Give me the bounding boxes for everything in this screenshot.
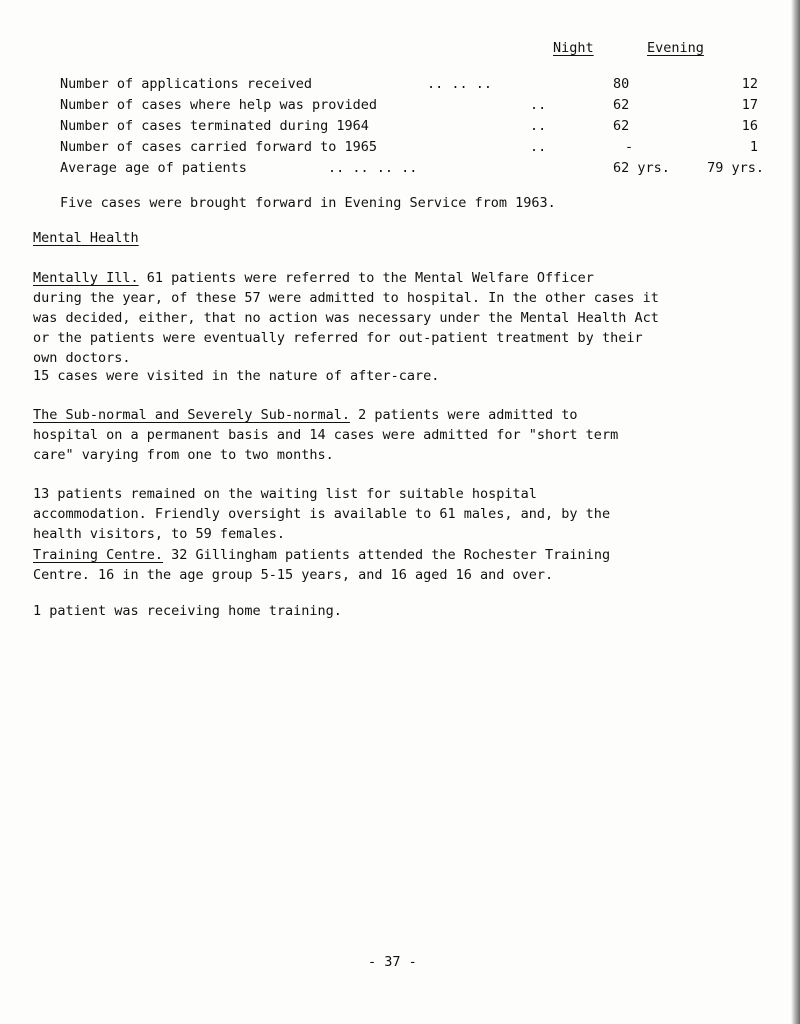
- night-value: 62 yrs.: [613, 160, 670, 176]
- row-label: Number of applications received: [60, 76, 312, 92]
- evening-value: 16: [741, 118, 758, 134]
- subheading-training-centre: Training Centre.: [33, 547, 164, 563]
- night-value: 62: [613, 97, 630, 113]
- column-header-night: Night: [553, 40, 594, 56]
- page-number: - 37 -: [368, 954, 417, 970]
- leader-dots: ..: [530, 139, 547, 155]
- subheading-mentally-ill: Mentally Ill.: [33, 270, 139, 286]
- table-row: [60, 97, 760, 117]
- night-value: 80: [613, 76, 630, 92]
- section-heading-mental-health: Mental Health: [33, 230, 139, 246]
- evening-value: 12: [741, 76, 758, 92]
- leader-dots: ..: [530, 97, 547, 113]
- table-row: [60, 118, 760, 138]
- carried-forward-note: Five cases were brought forward in Evening Service from 1963.: [60, 195, 556, 211]
- paragraph-training-centre: Training Centre. 32 Gillingham patients attended the Rochester Training Centre. 16 in the age group 5-15 years, and 16 aged 16 and over.: [33, 547, 611, 583]
- scan-edge-shadow: [791, 0, 800, 1024]
- paragraph-waiting-list: 13 patients remained on the waiting list for suitable hospital accommodation. Friendly oversight is available to 61 males, and, by the health visitors, to 59 females.: [33, 486, 611, 542]
- table-row: [60, 76, 760, 96]
- evening-value: 79 yrs.: [707, 160, 764, 176]
- night-value: -: [625, 139, 634, 155]
- column-header-evening: Evening: [647, 40, 704, 56]
- paragraph-aftercare: 15 cases were visited in the nature of after-care.: [33, 368, 440, 384]
- row-label: Number of cases terminated during 1964: [60, 118, 369, 134]
- evening-value: 1: [749, 139, 758, 155]
- night-value: 62: [613, 118, 630, 134]
- paragraph-subnormal: The Sub-normal and Severely Sub-normal. 2 patients were admitted to hospital on a permanent basis and 14 cases were admitted for "short term care" varying from one to two months.: [33, 407, 619, 463]
- paragraph-mentally-ill: Mentally Ill. 61 patients were referred to the Mental Welfare Officer during the year, of these 57 were admitted to hospital. In the other cases it was decided, either, that no action was necessary under the Mental Health Act or the patients were eventually referred for out-patient treatment by their own doctors.: [33, 270, 659, 366]
- evening-value: 17: [741, 97, 758, 113]
- subheading-subnormal: The Sub-normal and Severely Sub-normal.: [33, 407, 350, 423]
- leader-dots: .. .. .. ..: [328, 160, 418, 176]
- leader-dots: .. .. ..: [427, 76, 493, 92]
- row-label: Number of cases carried forward to 1965: [60, 139, 377, 155]
- table-row: [60, 160, 764, 180]
- row-label: Average age of patients: [60, 160, 247, 176]
- paragraph-home-training: 1 patient was receiving home training.: [33, 603, 342, 619]
- table-row: [60, 139, 760, 159]
- row-label: Number of cases where help was provided: [60, 97, 377, 113]
- leader-dots: ..: [530, 118, 547, 134]
